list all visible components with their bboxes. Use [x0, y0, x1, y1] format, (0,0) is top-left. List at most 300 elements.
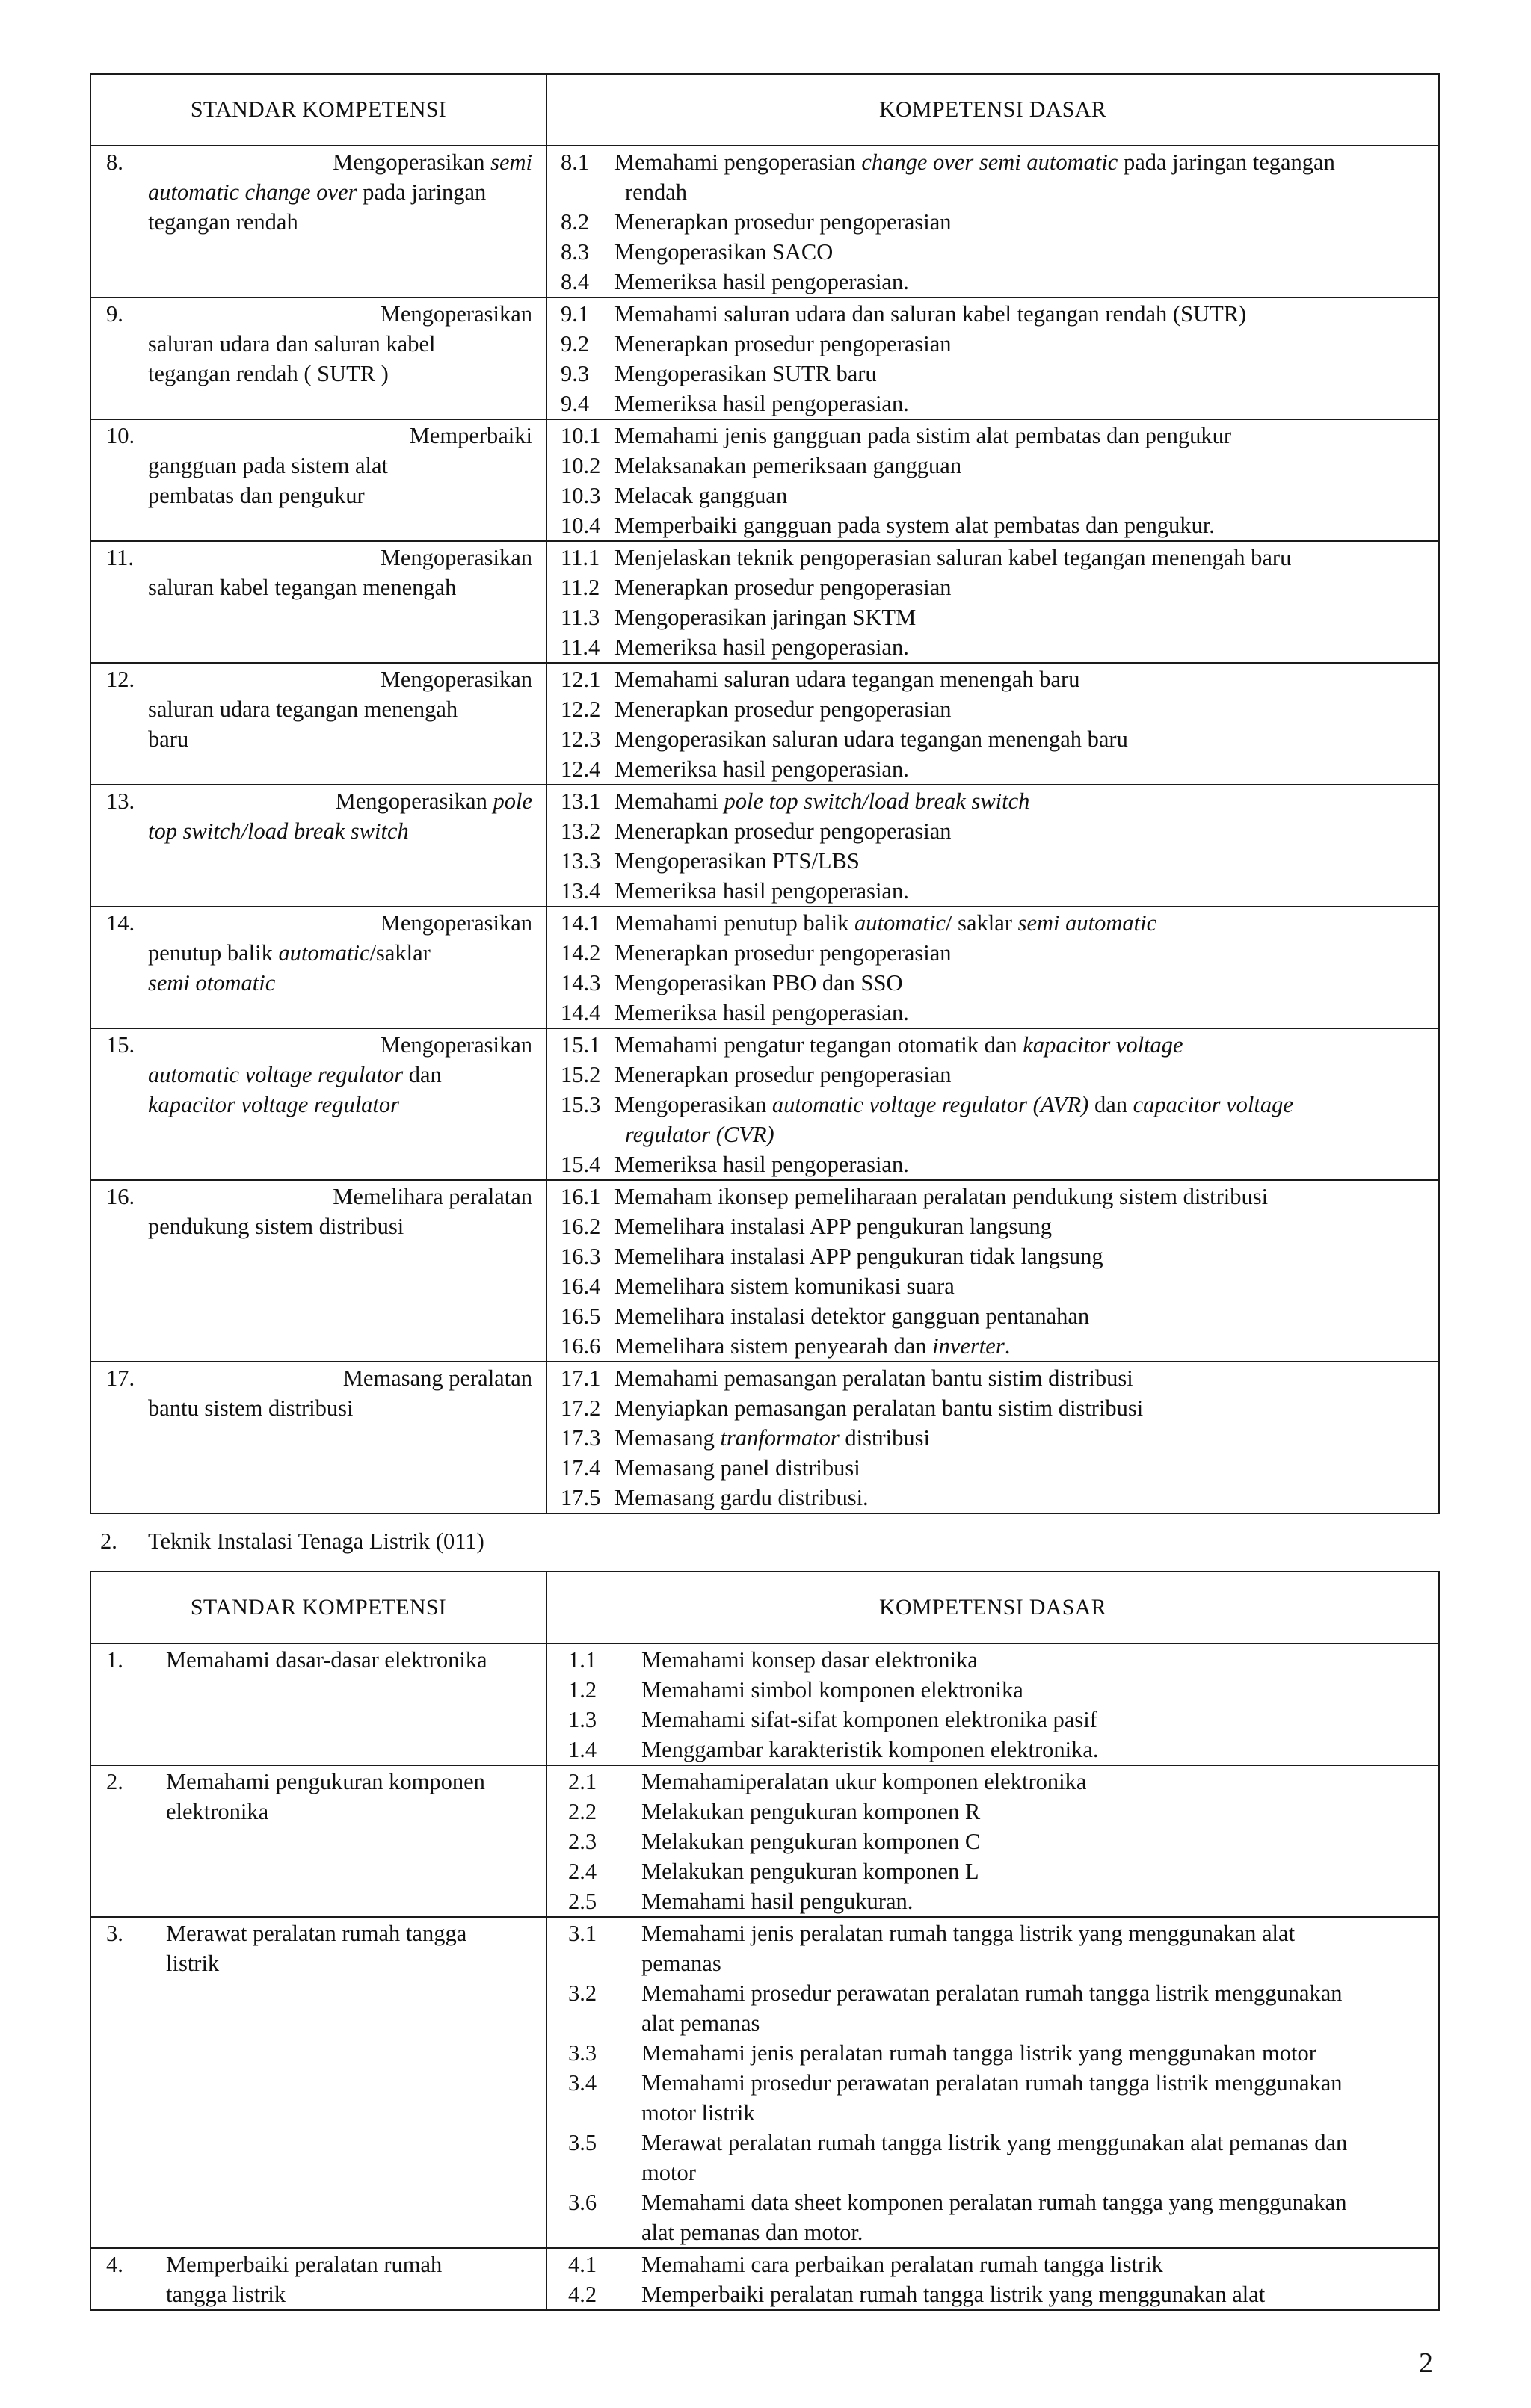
standar-kompetensi-cell	[90, 1180, 546, 1362]
kd-text	[614, 1211, 1052, 1241]
kd-text	[614, 602, 916, 632]
kd-item	[568, 1827, 1432, 1856]
kompetensi-dasar-cell	[546, 297, 1439, 419]
kd-number: 15.3	[561, 1092, 601, 1117]
kd-number: 14.4	[561, 1000, 601, 1025]
kd-text	[614, 1423, 930, 1453]
kd-number: 8.1	[561, 149, 590, 175]
kd-item	[568, 2279, 1432, 2309]
kd-text	[614, 724, 1128, 754]
kd-number: 1.3	[568, 1707, 597, 1732]
kd-text	[614, 846, 860, 876]
kd-item	[561, 1149, 1432, 1179]
text-segment: Memperbaiki	[409, 423, 532, 448]
text-segment: Mengoperasikan saluran udara tegangan menengah baru	[614, 726, 1128, 752]
text-segment: Memahami saluran udara dan saluran kabel tegangan rendah (SUTR)	[614, 301, 1247, 327]
kd-number: 11.3	[561, 605, 600, 630]
text-segment: Menerapkan prosedur pengoperasian	[614, 697, 952, 722]
kd-item	[568, 2128, 1432, 2158]
sk-line	[106, 1393, 532, 1423]
text-segment: Mengoperasikan	[333, 149, 491, 175]
sk-line	[106, 938, 532, 968]
text-segment: Mengoperasikan	[380, 1032, 532, 1058]
kd-item-continuation	[561, 177, 1432, 207]
text-segment: Mengoperasikan	[380, 545, 532, 570]
kd-item	[561, 299, 1432, 329]
kd-number: 12.2	[561, 697, 601, 722]
kd-text: Memahami hasil pengukuran.	[641, 1889, 914, 1914]
kd-number: 2.2	[568, 1799, 597, 1824]
kd-number: 13.2	[561, 818, 601, 844]
kd-item	[561, 998, 1432, 1028]
kd-text: Memahami prosedur perawatan peralatan rumah tangga listrik menggunakan	[641, 2070, 1343, 2096]
kd-item-continuation: pemanas	[641, 1951, 721, 1976]
kd-number: 3.5	[568, 2130, 597, 2155]
text-segment: Memeriksa hasil pengoperasian.	[614, 1152, 909, 1177]
kd-item	[561, 846, 1432, 876]
standar-kompetensi-cell	[90, 146, 546, 297]
header-standar-kompetensi: STANDAR KOMPETENSI	[90, 1572, 546, 1643]
text-segment: pole top switch/load break switch	[724, 788, 1030, 814]
kd-text	[614, 786, 1029, 816]
kd-item	[568, 1978, 1432, 2008]
text-segment: gangguan pada sistem alat	[148, 453, 388, 478]
sk-line: tangga listrik	[166, 2282, 286, 2307]
kd-item	[561, 724, 1432, 754]
kd-item	[561, 1182, 1432, 1211]
kd-number: 3.6	[568, 2190, 597, 2215]
kd-number: 16.2	[561, 1214, 601, 1239]
text-segment: Memahami saluran udara tegangan menengah baru	[614, 667, 1080, 692]
text-segment: Memahami pengoperasian	[614, 149, 862, 175]
text-segment: saluran udara tegangan menengah	[148, 697, 458, 722]
text-segment: Memeriksa hasil pengoperasian.	[614, 1000, 909, 1025]
kd-number: 17.1	[561, 1365, 601, 1391]
kd-number: 2.5	[568, 1889, 597, 1914]
kd-number: 16.3	[561, 1244, 601, 1269]
kd-number: 17.5	[561, 1485, 601, 1510]
kd-number: 11.4	[561, 635, 600, 660]
text-segment: Menerapkan prosedur pengoperasian	[614, 209, 952, 235]
kd-text	[614, 237, 833, 267]
text-segment: Memasang	[614, 1425, 721, 1451]
text-segment: Memelihara peralatan	[333, 1184, 532, 1209]
kd-number: 15.2	[561, 1062, 601, 1087]
text-segment: penutup balik	[148, 940, 279, 966]
text-segment: Memeriksa hasil pengoperasian.	[614, 756, 909, 782]
kd-number: 10.3	[561, 483, 601, 508]
kompetensi-dasar-cell	[546, 146, 1439, 297]
competency-table-1	[90, 73, 1440, 1514]
text-segment: pada jaringan tegangan	[1118, 149, 1335, 175]
sk-line: listrik	[166, 1951, 220, 1976]
kd-item	[561, 329, 1432, 359]
sk-text: Memahami dasar-dasar elektronika	[166, 1647, 487, 1673]
standar-kompetensi-cell	[90, 1765, 546, 1917]
text-segment: Memaham ikonsep pemeliharaan peralatan pendukung sistem distribusi	[614, 1184, 1269, 1209]
kd-text	[614, 876, 909, 906]
text-segment: change over semi automatic	[861, 149, 1118, 175]
text-segment: /saklar	[369, 940, 431, 966]
text-segment: .	[1004, 1333, 1011, 1359]
kd-item-continuation: alat pemanas dan motor.	[641, 2220, 863, 2245]
text-segment: Memasang panel distribusi	[614, 1455, 860, 1481]
kd-number: 9.1	[561, 301, 590, 327]
kd-text	[614, 664, 1079, 694]
sk-line: elektronika	[166, 1799, 269, 1824]
standar-kompetensi-cell	[90, 663, 546, 785]
standar-kompetensi-cell	[90, 785, 546, 907]
kd-item	[561, 1301, 1432, 1331]
kd-item	[568, 1705, 1432, 1735]
kompetensi-dasar-cell	[546, 663, 1439, 785]
sk-first-line	[106, 299, 532, 329]
kd-item	[561, 1030, 1432, 1060]
kd-item	[568, 1767, 1432, 1797]
kd-text: Memahami jenis peralatan rumah tangga listrik yang menggunakan alat	[641, 1921, 1296, 1946]
kd-item	[561, 389, 1432, 419]
kd-text	[614, 481, 787, 510]
kd-text: Memahami simbol komponen elektronika	[641, 1677, 1023, 1702]
sk-line	[106, 572, 532, 602]
text-segment: Mengoperasikan	[380, 301, 532, 327]
text-segment: Memelihara instalasi APP pengukuran tidak langsung	[614, 1244, 1103, 1269]
kd-text	[614, 1453, 860, 1483]
item-number: 10.	[106, 423, 135, 448]
kd-item	[561, 359, 1432, 389]
kd-number: 3.4	[568, 2070, 597, 2096]
text-segment: / saklar	[946, 910, 1018, 936]
text-segment: Menerapkan prosedur pengoperasian	[614, 940, 952, 966]
sk-line	[106, 481, 532, 510]
kd-text	[614, 1060, 952, 1090]
kd-number: 11.2	[561, 575, 600, 600]
kd-number: 9.3	[561, 361, 590, 386]
kd-text	[614, 1149, 909, 1179]
kd-text	[614, 329, 952, 359]
sk-first-line	[106, 147, 532, 177]
kd-text: Memahami prosedur perawatan peralatan rumah tangga listrik menggunakan	[641, 1981, 1343, 2006]
text-segment: kapacitor voltage	[1023, 1032, 1183, 1058]
kd-item	[561, 786, 1432, 816]
kompetensi-dasar-cell	[546, 1643, 1439, 1765]
item-number: 3.	[106, 1921, 123, 1946]
text-segment: Memasang gardu distribusi.	[614, 1485, 869, 1510]
kd-text: Menggambar karakteristik komponen elektronika.	[641, 1737, 1099, 1762]
standar-kompetensi-cell	[90, 2248, 546, 2310]
kd-text	[614, 1363, 1133, 1393]
kd-item	[561, 602, 1432, 632]
kd-number: 16.4	[561, 1274, 601, 1299]
sk-first-line	[106, 786, 532, 816]
item-number: 8.	[106, 149, 123, 175]
kd-item	[561, 481, 1432, 510]
text-segment: Mengoperasikan	[380, 910, 532, 936]
text-segment: Menjelaskan teknik pengoperasian saluran kabel tegangan menengah baru	[614, 545, 1292, 570]
kd-text: Memahami konsep dasar elektronika	[641, 1647, 978, 1673]
kd-number: 15.1	[561, 1032, 601, 1058]
kd-item	[561, 1241, 1432, 1271]
text-segment: Memelihara instalasi detektor gangguan pentanahan	[614, 1303, 1090, 1329]
text-segment: top switch/load break switch	[148, 818, 409, 844]
kd-number: 4.2	[568, 2282, 597, 2307]
sk-first-line	[106, 1767, 535, 1797]
sk-line	[106, 816, 532, 846]
kd-number: 10.1	[561, 423, 601, 448]
kd-text	[614, 1301, 1089, 1331]
kd-number: 8.2	[561, 209, 590, 235]
kd-item	[568, 1645, 1432, 1675]
kompetensi-dasar-cell	[546, 907, 1439, 1028]
text-segment: automatic	[278, 940, 370, 966]
text-segment: distribusi	[839, 1425, 930, 1451]
sk-first-line	[106, 543, 532, 572]
kd-text	[614, 816, 952, 846]
kd-number: 9.2	[561, 331, 590, 356]
text-segment: Mengoperasikan	[335, 788, 493, 814]
sk-first-line	[106, 1918, 535, 1948]
kd-number: 13.3	[561, 848, 601, 874]
text-segment: semi automatic	[1017, 910, 1157, 936]
kd-text	[614, 421, 1231, 451]
item-number: 1.	[106, 1647, 123, 1673]
kd-text	[614, 572, 952, 602]
kd-text	[614, 998, 909, 1028]
text-segment: pole	[493, 788, 532, 814]
kd-text	[614, 908, 1156, 938]
table-row	[90, 1765, 1439, 1917]
text-segment: automatic	[854, 910, 946, 936]
sk-line	[106, 1090, 532, 1120]
header-standar-kompetensi: STANDAR KOMPETENSI	[90, 74, 546, 146]
kd-item	[568, 1856, 1432, 1886]
standar-kompetensi-cell	[90, 297, 546, 419]
text-segment: saluran udara dan saluran kabel	[148, 331, 436, 356]
kd-text: Merawat peralatan rumah tangga listrik yang menggunakan alat pemanas dan	[641, 2130, 1348, 2155]
text-segment: Mengoperasikan	[614, 1092, 772, 1117]
kd-item	[561, 572, 1432, 602]
kd-number: 12.1	[561, 667, 601, 692]
text-segment: Mengoperasikan jaringan SKTM	[614, 605, 917, 630]
kd-item	[561, 1211, 1432, 1241]
kd-number: 16.6	[561, 1333, 601, 1359]
table-header-row	[90, 74, 1439, 146]
item-number: 16.	[106, 1184, 135, 1209]
text-segment: inverter	[932, 1333, 1005, 1359]
kompetensi-dasar-cell	[546, 1028, 1439, 1180]
kd-item-continuation: motor	[641, 2160, 696, 2185]
kd-item	[568, 2038, 1432, 2068]
sk-line	[106, 359, 532, 389]
kd-text	[614, 510, 1215, 540]
kd-item	[561, 632, 1432, 662]
text-segment: Melaksanakan pemeriksaan gangguan	[614, 453, 962, 478]
kd-item-continuation	[561, 1120, 1432, 1149]
text-segment: Memelihara instalasi APP pengukuran langsung	[614, 1214, 1053, 1239]
item-number: 2.	[106, 1769, 123, 1794]
item-number: 13.	[106, 788, 135, 814]
kd-text: Melakukan pengukuran komponen R	[641, 1799, 981, 1824]
text-segment: Melacak gangguan	[614, 483, 788, 508]
text-segment: kapacitor voltage regulator	[148, 1092, 400, 1117]
kd-item	[561, 1393, 1432, 1423]
text-segment: Menerapkan prosedur pengoperasian	[614, 818, 952, 844]
table-row	[90, 297, 1439, 419]
sk-line	[106, 968, 532, 998]
kd-text	[614, 389, 909, 419]
kd-item	[561, 267, 1432, 297]
kd-item	[561, 543, 1432, 572]
item-number: 12.	[106, 667, 135, 692]
standar-kompetensi-cell	[90, 419, 546, 541]
sk-line	[106, 694, 532, 724]
kd-number: 12.3	[561, 726, 601, 752]
kd-text	[614, 267, 909, 297]
text-segment: Memeriksa hasil pengoperasian.	[614, 878, 909, 904]
text-segment: semi otomatic	[148, 970, 276, 995]
kd-number: 10.2	[561, 453, 601, 478]
kompetensi-dasar-cell	[546, 2248, 1439, 2310]
header-kompetensi-dasar: KOMPETENSI DASAR	[546, 1572, 1439, 1643]
kd-text: Memahamiperalatan ukur komponen elektronika	[641, 1769, 1087, 1794]
kompetensi-dasar-cell	[546, 541, 1439, 663]
sk-first-line	[106, 908, 532, 938]
standar-kompetensi-cell	[90, 1917, 546, 2248]
table-row	[90, 1643, 1439, 1765]
kd-text	[614, 299, 1246, 329]
kd-item	[561, 451, 1432, 481]
page-number: 2	[1419, 2347, 1433, 2379]
sk-first-line	[106, 1182, 532, 1211]
kd-text: Melakukan pengukuran komponen L	[641, 1859, 979, 1884]
sk-first-line	[106, 1363, 532, 1393]
kompetensi-dasar-cell	[546, 1917, 1439, 2248]
text-segment: Menerapkan prosedur pengoperasian	[614, 1062, 952, 1087]
kd-item	[561, 1090, 1432, 1120]
text-segment: Memasang peralatan	[342, 1365, 532, 1391]
text-segment: rendah	[625, 179, 687, 205]
text-segment: Memahami	[614, 788, 724, 814]
standar-kompetensi-cell	[90, 541, 546, 663]
text-segment: Mengoperasikan PBO dan SSO	[614, 970, 903, 995]
text-segment: automatic voltage regulator	[148, 1062, 404, 1087]
kd-number: 8.3	[561, 239, 590, 265]
kd-item	[561, 694, 1432, 724]
text-segment: Mengoperasikan SUTR baru	[614, 361, 877, 386]
table-row	[90, 541, 1439, 663]
kd-item	[568, 2188, 1432, 2217]
kd-text: Melakukan pengukuran komponen C	[641, 1829, 981, 1854]
text-segment: automatic change over	[148, 179, 357, 205]
text-segment: automatic voltage regulator (AVR)	[771, 1092, 1089, 1117]
kd-number: 3.3	[568, 2040, 597, 2066]
text-segment: Memeriksa hasil pengoperasian.	[614, 269, 909, 294]
table-row	[90, 907, 1439, 1028]
kd-number: 1.1	[568, 1647, 597, 1673]
kd-text	[614, 1393, 1143, 1423]
kd-item	[568, 1675, 1432, 1705]
kd-number: 16.1	[561, 1184, 601, 1209]
kd-text: Memahami cara perbaikan peralatan rumah tangga listrik	[641, 2252, 1163, 2277]
sk-line	[106, 207, 532, 237]
sk-line	[106, 724, 532, 754]
kd-item	[561, 1483, 1432, 1513]
kd-number: 17.3	[561, 1425, 601, 1451]
kd-item	[561, 207, 1432, 237]
kd-number: 10.4	[561, 513, 601, 538]
kd-number: 11.1	[561, 545, 600, 570]
sk-first-text	[343, 1363, 532, 1393]
sk-text: Memahami pengukuran komponen	[166, 1769, 485, 1794]
sk-first-text	[336, 786, 532, 816]
kd-item	[561, 237, 1432, 267]
kd-text	[614, 207, 952, 237]
sk-first-text	[333, 1182, 532, 1211]
table-row	[90, 1917, 1439, 2248]
sk-first-text	[410, 421, 532, 451]
sk-first-line	[106, 664, 532, 694]
kd-item	[561, 968, 1432, 998]
sk-first-line	[106, 1030, 532, 1060]
kd-text	[614, 632, 909, 662]
text-segment: bantu sistem distribusi	[148, 1395, 354, 1421]
text-segment: baru	[148, 726, 189, 752]
sk-first-text	[381, 1030, 532, 1060]
kd-item	[561, 664, 1432, 694]
table-row	[90, 785, 1439, 907]
standar-kompetensi-cell	[90, 1643, 546, 1765]
text-segment: tegangan rendah ( SUTR )	[148, 361, 389, 386]
kd-text: Memahami data sheet komponen peralatan rumah tangga yang menggunakan	[641, 2190, 1347, 2215]
text-segment: dan	[1088, 1092, 1133, 1117]
kd-text	[614, 1182, 1268, 1211]
text-segment: Memahami pengatur tegangan otomatik dan	[614, 1032, 1023, 1058]
kd-item	[561, 1423, 1432, 1453]
sk-first-text	[381, 664, 532, 694]
kompetensi-dasar-cell	[546, 785, 1439, 907]
table-row	[90, 2248, 1439, 2310]
text-segment: Mengoperasikan PTS/LBS	[614, 848, 860, 874]
kd-item	[561, 938, 1432, 968]
standar-kompetensi-cell	[90, 1028, 546, 1180]
kd-item	[568, 1918, 1432, 1948]
kd-item	[568, 1886, 1432, 1916]
kd-number: 12.4	[561, 756, 601, 782]
kd-number: 1.4	[568, 1737, 597, 1762]
kd-number: 14.3	[561, 970, 601, 995]
item-number: 14.	[106, 910, 135, 936]
kd-number: 13.1	[561, 788, 601, 814]
item-number: 11.	[106, 545, 134, 570]
kd-number: 3.1	[568, 1921, 597, 1946]
kd-number: 17.2	[561, 1395, 601, 1421]
kd-text	[614, 359, 877, 389]
text-segment: Mengoperasikan	[380, 667, 532, 692]
text-segment: tegangan rendah	[148, 209, 298, 235]
sk-first-line	[106, 2250, 535, 2279]
kd-item	[568, 1735, 1432, 1765]
kd-number: 15.4	[561, 1152, 601, 1177]
kd-text	[614, 451, 961, 481]
kd-item	[561, 908, 1432, 938]
kd-item	[568, 2068, 1432, 2098]
text-segment: Memelihara sistem penyearah dan	[614, 1333, 933, 1359]
competency-table-2	[90, 1571, 1440, 2311]
sk-text: Memperbaiki peralatan rumah	[166, 2252, 443, 2277]
kd-text	[614, 1271, 955, 1301]
kd-text	[614, 1483, 869, 1513]
sk-text: Merawat peralatan rumah tangga	[166, 1921, 467, 1946]
